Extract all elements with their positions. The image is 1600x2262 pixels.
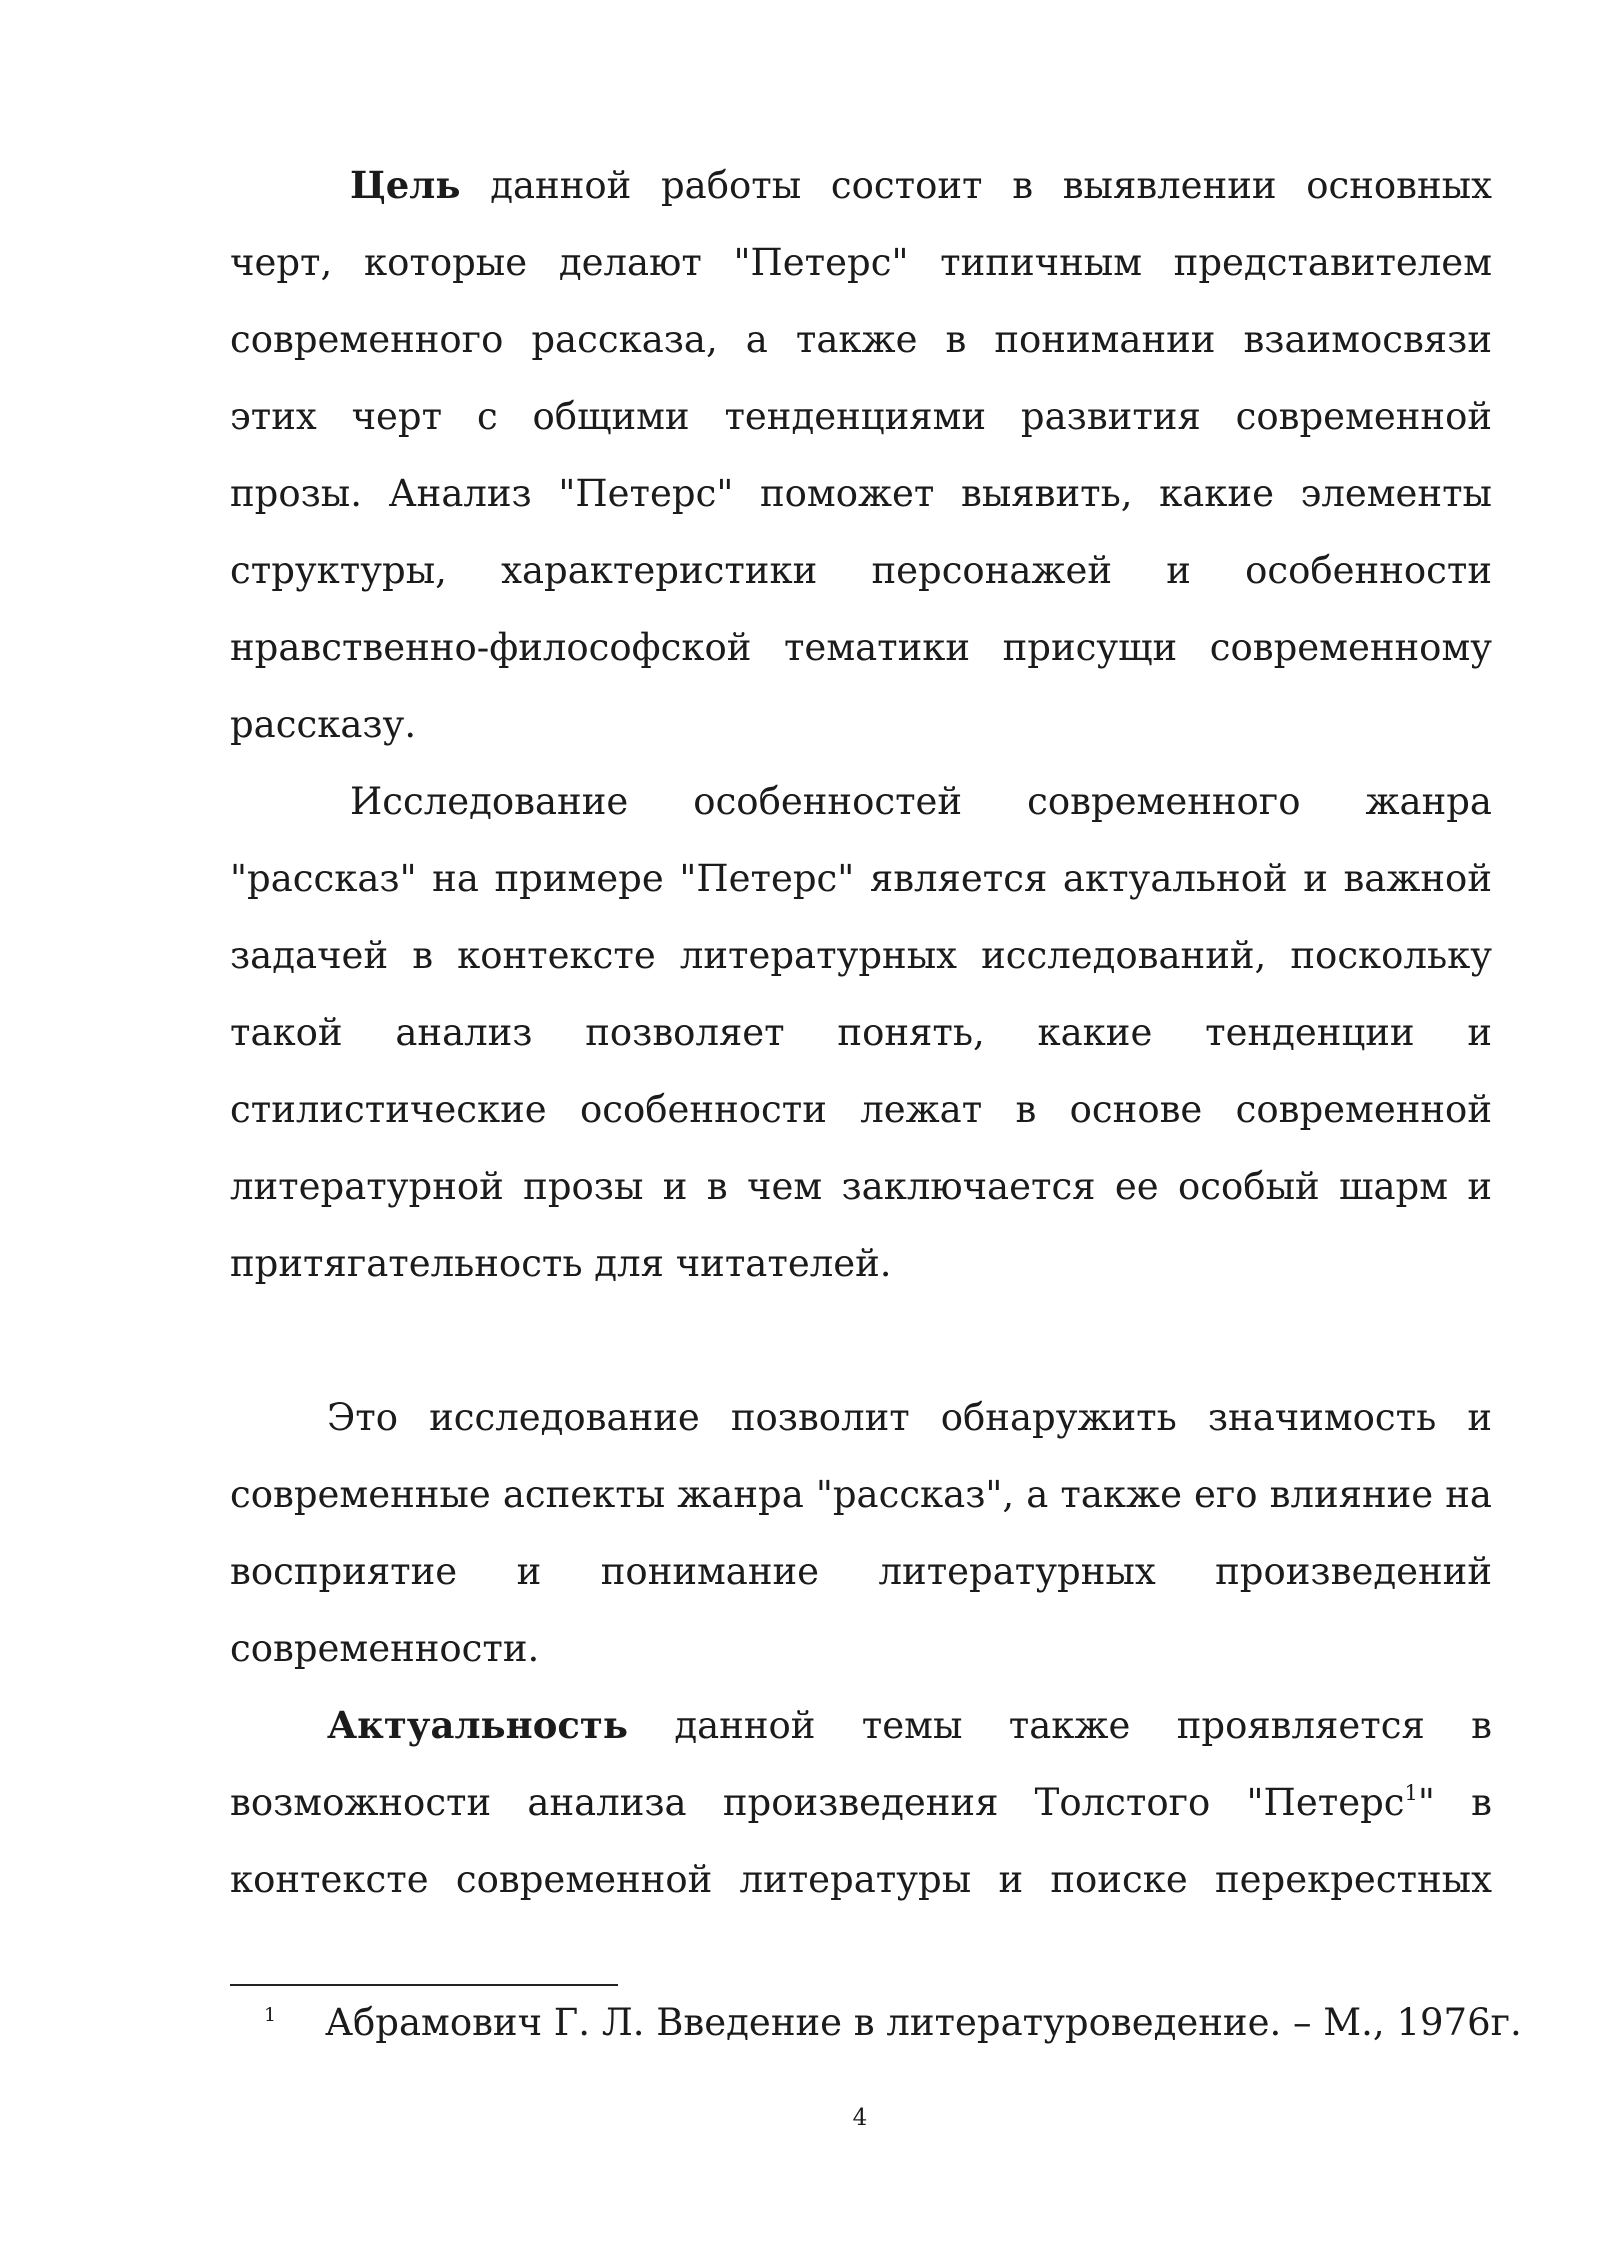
paragraph-study: Исследование особенностей современного жанра "рассказ" на примере "Петерс" является актуальной и важной задачей в контексте литературных исследований, поскольку такой анализ позволяет понять, какие тенденции и стилистические особенности лежат в основе современной литературной прозы и в чем заключается ее особый шарм и притягательность для читателей. [230,780,1492,1285]
footnote-text: Абрамович Г. Л. Введение в литературоведение. – М., 1976г. [325,2001,1522,2044]
footnote-separator [230,1984,618,1986]
relevance-text-end: " в контексте современной литературы и поиске перекрестных [230,1781,1492,1901]
page-number: 4 [852,2105,868,2131]
paragraph-goal [230,147,1492,763]
relevance-text-start: данной темы также проявляется в возможности анализа произведения Толстого "Петерс [230,1704,1492,1824]
body-text [230,147,1492,1995]
goal-lead-word: Цель [350,163,461,207]
footnote-reference[interactable]: 1 [1404,1780,1418,1805]
paragraph-significance: Это исследование позволит обнаружить значимость и современные аспекты жанра "рассказ", а также его влияние на восприятие и понимание литературных произведений современности. [230,1396,1492,1670]
goal-text: данной работы состоит в выявлении основных черт, которые делают "Петерс" типичным представителем современного рассказа, а также в понимании взаимосвязи этих черт с общими тенденциями развития современной прозы. Анализ "Петерс" поможет выявить, какие элементы структуры, характеристики персонажей и особенности нравственно-философской тематики присущи современному рассказу. [230,164,1492,746]
paragraph-relevance [230,1687,1492,1995]
footnote-number: 1 [264,2004,277,2026]
relevance-lead-word: Актуальность [327,1703,628,1747]
